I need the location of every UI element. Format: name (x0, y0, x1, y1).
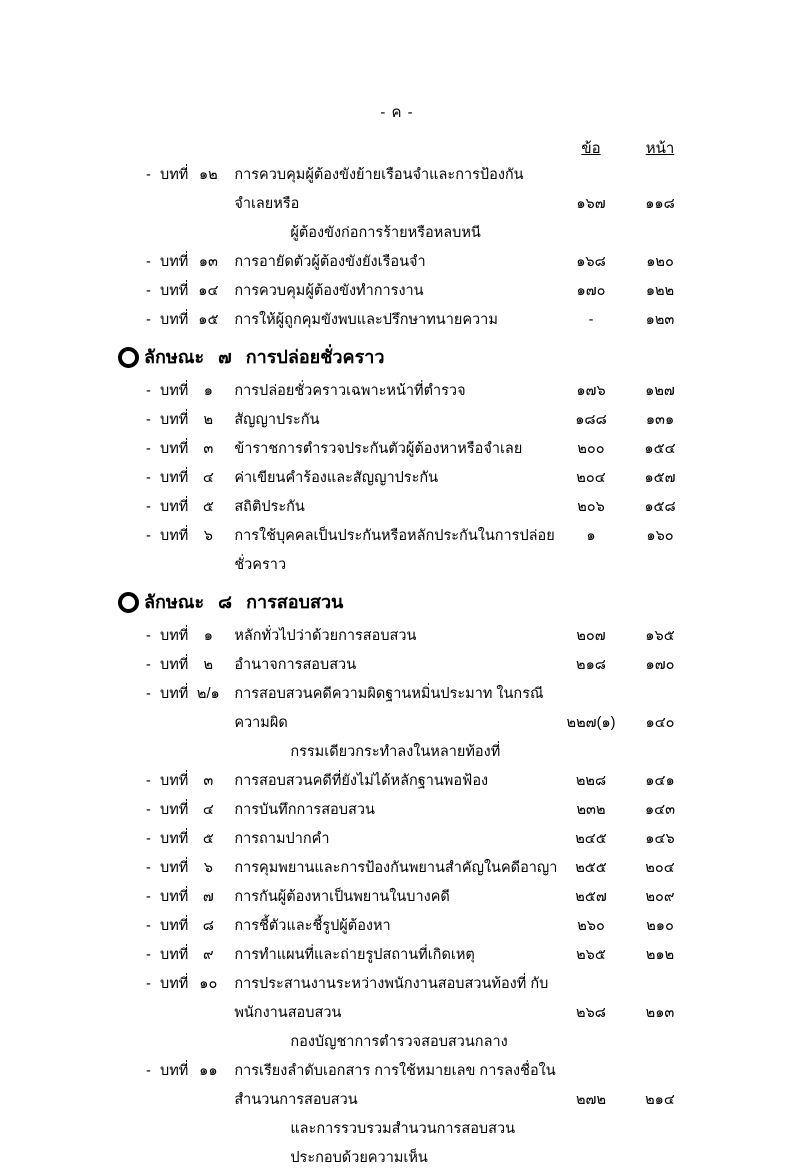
entry-title-line1: การสอบสวนคดีที่ยังไม่ได้หลักฐานพอฟ้อง (234, 773, 489, 789)
chapter-word: บทที่ (160, 947, 189, 963)
entry-title (228, 941, 560, 970)
entry-item-number: - (588, 312, 594, 328)
entry-dash: - (146, 412, 151, 428)
toc-entry-row[interactable] (118, 435, 690, 464)
part-heading[interactable] (118, 337, 690, 377)
entry-dash: - (146, 383, 151, 399)
entry-title-line1: การกันผู้ต้องหาเป็นพยานในบางคดี (234, 889, 450, 905)
column-header-item: ข้อ (581, 140, 601, 157)
chapter-word: บทที่ (160, 860, 189, 876)
chapter-word: บทที่ (160, 470, 189, 486)
chapter-word: บทที่ (160, 254, 189, 270)
entry-dash: - (146, 283, 151, 299)
entry-title (228, 493, 560, 522)
chapter-word: บทที่ (160, 283, 189, 299)
entry-title (228, 854, 560, 883)
chapter-word: บทที่ (160, 1063, 189, 1079)
ring-bullet-icon (118, 592, 144, 613)
entry-dash: - (146, 686, 151, 702)
part-word: ลักษณะ (144, 592, 205, 612)
entry-item-number: ๑๖๗ (576, 196, 606, 212)
entry-title (228, 680, 560, 767)
entry-dash: - (146, 918, 151, 934)
toc-entry-row[interactable] (118, 377, 690, 406)
chapter-word: บทที่ (160, 976, 189, 992)
entry-title (228, 248, 560, 277)
entry-page-number: ๑๒๓ (645, 312, 675, 328)
column-header-row (118, 135, 690, 161)
entry-item-number: ๑๖๘ (576, 254, 606, 270)
entry-dash: - (146, 628, 151, 644)
part-word: ลักษณะ (144, 347, 205, 367)
toc-entry-row[interactable] (118, 622, 690, 651)
toc-entry-row[interactable] (118, 825, 690, 854)
entry-title (228, 796, 560, 825)
entry-dash: - (146, 254, 151, 270)
entry-title-line1: การควบคุมผู้ต้องขังย้ายเรือนจำและการป้องกันจำเลยหรือ (234, 167, 524, 212)
entry-item-number: ๒๑๘ (576, 657, 606, 673)
chapter-number: ๕ (202, 499, 214, 515)
entry-dash: - (146, 802, 151, 818)
chapter-word: บทที่ (160, 889, 189, 905)
chapter-number: ๑ (203, 383, 213, 399)
entry-title-line1: การคุมพยานและการป้องกันพยานสำคัญในคดีอาญา (234, 860, 558, 876)
entry-title-line1: ค่าเขียนคำร้องและสัญญาประกัน (234, 470, 439, 486)
entry-page-number: ๑๕๘ (644, 499, 676, 515)
toc-entry-row[interactable] (118, 1057, 690, 1173)
entry-page-number: ๒๑๓ (645, 1005, 675, 1021)
chapter-number: ๕ (202, 831, 214, 847)
entry-item-number: ๒๒๗(๑) (566, 715, 616, 731)
entry-item-number: ๒๐๐ (577, 441, 605, 457)
entry-title-line1: สัญญาประกัน (234, 412, 320, 428)
entry-title (228, 767, 560, 796)
entry-title (228, 464, 560, 493)
entry-title-line1: สถิติประกัน (234, 499, 305, 515)
entry-title (228, 277, 560, 306)
entry-page-number: ๑๖๐ (646, 528, 674, 544)
entry-item-number: ๑๗๐ (576, 283, 606, 299)
entry-item-number: ๒๖๘ (576, 1005, 606, 1021)
entry-title (228, 306, 560, 335)
toc-entry-row[interactable] (118, 854, 690, 883)
entry-page-number: ๒๑๔ (645, 1092, 675, 1108)
entry-dash: - (146, 831, 151, 847)
entry-item-number: ๒๗๒ (575, 1092, 607, 1108)
entry-title (228, 161, 560, 248)
toc-entry-row[interactable] (118, 464, 690, 493)
entry-title (228, 622, 560, 651)
column-header-page: หน้า (645, 140, 675, 157)
part-heading[interactable] (118, 582, 690, 622)
entry-title (228, 377, 560, 406)
part-title: การปล่อยชั่วคราว (245, 347, 385, 367)
entry-title-line2: กองบัญชาการตำรวจสอบสวนกลาง (290, 1034, 508, 1050)
chapter-word: บทที่ (160, 918, 189, 934)
chapter-number: ๑๐ (199, 976, 218, 992)
part-title: การสอบสวน (246, 592, 344, 612)
entry-page-number: ๒๐๙ (645, 889, 675, 905)
entry-dash: - (146, 528, 151, 544)
entry-title (228, 522, 560, 580)
entry-item-number: ๒๕๗ (575, 889, 607, 905)
entry-page-number: ๑๗๐ (645, 657, 675, 673)
entry-title-line2: และการรวบรวมสำนวนการสอบสวนประกอบด้วยความเห็น (290, 1121, 516, 1166)
chapter-word: บทที่ (160, 628, 189, 644)
entry-page-number: ๑๒๒ (645, 283, 675, 299)
entry-page-number: ๒๑๒ (645, 947, 675, 963)
entry-page-number: ๑๔๓ (644, 802, 676, 818)
chapter-word: บทที่ (160, 802, 189, 818)
chapter-number: ๑๔ (198, 283, 219, 299)
entry-title-line1: การสอบสวนคดีความผิดฐานหมิ่นประมาท ในกรณีความผิด (234, 686, 544, 731)
chapter-number: ๑๓ (198, 254, 218, 270)
entry-item-number: ๒๐๔ (576, 470, 606, 486)
entry-dash: - (146, 860, 151, 876)
page-folio: - ค - (380, 104, 414, 121)
chapter-word: บทที่ (160, 528, 189, 544)
toc-entry-row[interactable] (118, 522, 690, 580)
entry-page-number: ๒๐๔ (645, 860, 675, 876)
chapter-word: บทที่ (160, 657, 189, 673)
entry-page-number: ๑๕๔ (644, 441, 676, 457)
table-of-contents (118, 135, 690, 1173)
entry-title-line1: การเรียงลำดับเอกสาร การใช้หมายเลข การลงชื่อในสำนวนการสอบสวน (234, 1063, 556, 1108)
entry-title-line1: การปล่อยชั่วคราวเฉพาะหน้าที่ตำรวจ (234, 383, 466, 399)
toc-entry-row[interactable] (118, 767, 690, 796)
entry-dash: - (146, 947, 151, 963)
entry-title-line1: การอายัดตัวผู้ต้องขังยังเรือนจำ (234, 254, 426, 270)
entry-page-number: ๑๒๐ (646, 254, 674, 270)
entry-title-line1: การประสานงานระหว่างพนักงานสอบสวนท้องที่ กับพนักงานสอบสวน (234, 976, 549, 1021)
chapter-number: ๑๑ (199, 1063, 218, 1079)
toc-entry-row[interactable] (118, 248, 690, 277)
entry-title (228, 406, 560, 435)
entry-title-line1: การชี้ตัวและชี้รูปผู้ต้องหา (234, 918, 391, 934)
entry-title-line1: การทำแผนที่และถ่ายรูปสถานที่เกิดเหตุ (234, 947, 475, 963)
chapter-word: บทที่ (160, 383, 189, 399)
entry-dash: - (146, 470, 151, 486)
chapter-number: ๘ (202, 918, 214, 934)
entry-dash: - (146, 889, 151, 905)
entry-title-line1: หลักทั่วไปว่าด้วยการสอบสวน (234, 628, 417, 644)
toc-entry-row[interactable] (118, 306, 690, 335)
entry-title-line1: การใช้บุคคลเป็นประกันหรือหลักประกันในการปล่อยชั่วคราว (234, 528, 555, 573)
entry-title-line2: กรรมเดียวกระทำลงในหลายท้องที่ (290, 744, 501, 760)
entry-page-number: ๑๒๗ (645, 383, 675, 399)
ring-shape (118, 347, 139, 368)
entry-title (228, 651, 560, 680)
toc-rows-container (118, 161, 690, 1173)
entry-page-number: ๑๕๗ (644, 470, 676, 486)
entry-title (228, 825, 560, 854)
chapter-number: ๖ (203, 528, 213, 544)
entry-page-number: ๑๔๐ (645, 715, 675, 731)
entry-item-number: ๒๒๘ (575, 773, 607, 789)
entry-title (228, 435, 560, 464)
chapter-number: ๒ (203, 657, 214, 673)
entry-dash: - (146, 441, 151, 457)
chapter-word: บทที่ (160, 773, 189, 789)
entry-page-number: ๑๔๑ (645, 773, 675, 789)
part-number: ๗ (218, 347, 232, 367)
toc-entry-row[interactable] (118, 651, 690, 680)
entry-dash: - (146, 773, 151, 789)
entry-title-line1: การควบคุมผู้ต้องขังทำการงาน (234, 283, 424, 299)
entry-item-number: ๒๖๕ (576, 947, 606, 963)
entry-page-number: ๑๓๑ (645, 412, 675, 428)
chapter-word: บทที่ (160, 167, 189, 183)
entry-item-number: ๒๐๗ (576, 628, 606, 644)
entry-item-number: ๒๔๕ (575, 831, 607, 847)
entry-item-number: ๒๕๕ (575, 860, 607, 876)
toc-entry-row[interactable] (118, 277, 690, 306)
entry-dash: - (146, 167, 151, 183)
entry-page-number: ๒๑๐ (646, 918, 674, 934)
toc-entry-row[interactable] (118, 680, 690, 767)
chapter-number: ๗ (202, 889, 214, 905)
entry-dash: - (146, 657, 151, 673)
entry-title (228, 970, 560, 1057)
chapter-number: ๒/๑ (196, 686, 220, 702)
entry-title-line1: อำนาจการสอบสวน (234, 657, 357, 673)
entry-title-line1: การถามปากคำ (234, 831, 330, 847)
chapter-number: ๒ (203, 412, 214, 428)
chapter-number: ๓ (203, 773, 214, 789)
toc-entry-row[interactable] (118, 970, 690, 1057)
chapter-number: ๔ (202, 802, 214, 818)
entry-title (228, 883, 560, 912)
entry-item-number: ๒๓๒ (576, 802, 606, 818)
entry-title-line1: ข้าราชการตำรวจประกันตัวผู้ต้องหาหรือจำเลย (234, 441, 523, 457)
entry-item-number: ๒๐๖ (577, 499, 605, 515)
chapter-number: ๖ (203, 860, 213, 876)
entry-item-number: ๑๘๘ (575, 412, 607, 428)
chapter-number: ๑ (203, 628, 213, 644)
toc-entry-row[interactable] (118, 161, 690, 248)
chapter-number: ๙ (203, 947, 214, 963)
entry-page-number: ๑๔๖ (645, 831, 675, 847)
chapter-word: บทที่ (160, 686, 189, 702)
ring-bullet-icon (118, 347, 144, 368)
entry-title (228, 1057, 560, 1173)
entry-item-number: ๒๖๐ (577, 918, 605, 934)
toc-entry-row[interactable] (118, 912, 690, 941)
toc-entry-row[interactable] (118, 493, 690, 522)
entry-title-line1: การให้ผู้ถูกคุมขังพบและปรึกษาทนายความ (234, 312, 498, 328)
entry-title (228, 912, 560, 941)
chapter-word: บทที่ (160, 499, 189, 515)
chapter-number: ๑๒ (198, 167, 218, 183)
entry-item-number: ๑๗๖ (576, 383, 606, 399)
toc-entry-row[interactable] (118, 406, 690, 435)
entry-title-line1: การบันทึกการสอบสวน (234, 802, 375, 818)
part-number: ๘ (218, 592, 233, 612)
entry-title-line2: ผู้ต้องขังก่อการร้ายหรือหลบหนี (290, 225, 481, 241)
entry-page-number: ๑๑๘ (645, 196, 675, 212)
chapter-number: ๑๕ (198, 312, 219, 328)
entry-dash: - (146, 312, 151, 328)
entry-item-number: ๑ (586, 528, 596, 544)
toc-entry-row[interactable] (118, 796, 690, 825)
chapter-word: บทที่ (160, 441, 189, 457)
entry-page-number: ๑๖๕ (645, 628, 675, 644)
ring-shape (118, 592, 139, 613)
chapter-word: บทที่ (160, 412, 189, 428)
chapter-word: บทที่ (160, 312, 189, 328)
chapter-number: ๓ (203, 441, 214, 457)
chapter-number: ๔ (202, 470, 214, 486)
toc-entry-row[interactable] (118, 941, 690, 970)
entry-dash: - (146, 976, 151, 992)
entry-dash: - (146, 1063, 151, 1079)
chapter-word: บทที่ (160, 831, 189, 847)
toc-entry-row[interactable] (118, 883, 690, 912)
entry-dash: - (146, 499, 151, 515)
